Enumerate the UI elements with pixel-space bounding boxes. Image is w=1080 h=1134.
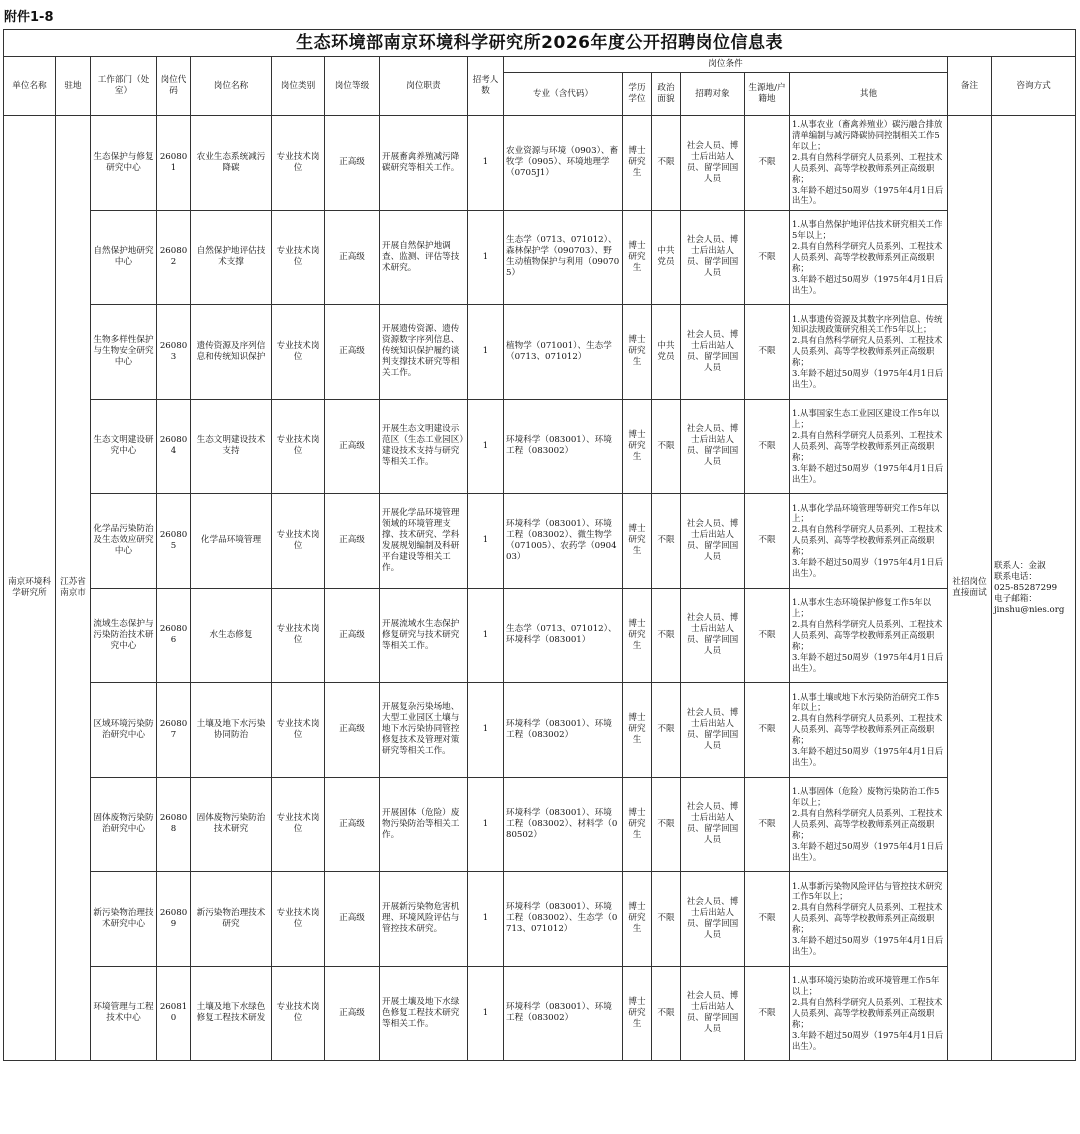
level-cell: 正高级 [325,210,380,305]
level-cell: 正高级 [325,305,380,400]
degree-cell: 博士研究生 [623,683,652,778]
degree-cell: 博士研究生 [623,305,652,400]
duty-cell: 开展畜禽养殖减污降碳研究等相关工作。 [380,116,468,211]
post-cell: 生态文明建设技术支持 [191,399,272,494]
major-cell: 环境科学（083001）、环境工程（083002） [504,683,623,778]
category-cell: 专业技术岗位 [272,210,325,305]
table-row [4,305,1076,400]
table-row [4,683,1076,778]
duty-cell: 开展化学品环境管理领域的环境管理支撑、技术研究、学科发展规划编制及科研平台建设等相关工作。 [380,494,468,589]
category-cell: 专业技术岗位 [272,494,325,589]
level-cell: 正高级 [325,777,380,872]
major-cell: 环境科学（083001）、环境工程（083002）、生态学（0713、071012） [504,872,623,967]
code-cell: 260802 [157,210,191,305]
header-post: 岗位名称 [191,57,272,116]
header-location: 驻地 [56,57,91,116]
code-cell: 260801 [157,116,191,211]
count-cell: 1 [468,210,504,305]
dept-cell: 新污染物治理技术研究中心 [91,872,157,967]
other-cell: 1.从事水生态环境保护修复工作5年以上； 2.具有自然科学研究人员系列、工程技术人员系列、高等学校教师系列正高级职称； 3.年龄不超过50周岁（1975年4月1日后出生）。 [790,588,948,683]
code-cell: 260803 [157,305,191,400]
level-cell: 正高级 [325,872,380,967]
political-cell: 中共党员 [652,210,681,305]
target-cell: 社会人员、博士后出站人员、留学回国人员 [681,588,745,683]
level-cell: 正高级 [325,588,380,683]
table-row [4,210,1076,305]
major-cell: 环境科学（083001）、环境工程（083002） [504,966,623,1061]
level-cell: 正高级 [325,966,380,1061]
code-cell: 260807 [157,683,191,778]
header-other: 其他 [790,73,948,116]
header-duty: 岗位职责 [380,57,468,116]
target-cell: 社会人员、博士后出站人员、留学回国人员 [681,872,745,967]
contact-cell [992,116,1076,1061]
header-political: 政治面貌 [652,73,681,116]
other-cell: 1.从事固体（危险）废物污染防治工作5年以上； 2.具有自然科学研究人员系列、工程技术人员系列、高等学校教师系列正高级职称； 3.年龄不超过50周岁（1975年4月1日后出生）。 [790,777,948,872]
political-cell: 不限 [652,872,681,967]
political-cell: 不限 [652,966,681,1061]
post-cell: 农业生态系统减污降碳 [191,116,272,211]
origin-cell: 不限 [745,305,790,400]
count-cell: 1 [468,777,504,872]
degree-cell: 博士研究生 [623,872,652,967]
origin-cell: 不限 [745,494,790,589]
count-cell: 1 [468,588,504,683]
header-count: 招考人数 [468,57,504,116]
level-cell: 正高级 [325,116,380,211]
dept-cell: 环境管理与工程技术中心 [91,966,157,1061]
code-cell: 260805 [157,494,191,589]
post-cell: 遗传资源及序列信息和传统知识保护 [191,305,272,400]
major-cell: 生态学（0713、071012）、环境科学（083001） [504,588,623,683]
code-cell: 260809 [157,872,191,967]
target-cell: 社会人员、博士后出站人员、留学回国人员 [681,683,745,778]
level-cell: 正高级 [325,494,380,589]
count-cell: 1 [468,966,504,1061]
political-cell: 不限 [652,116,681,211]
degree-cell: 博士研究生 [623,210,652,305]
political-cell: 不限 [652,399,681,494]
header-degree: 学历学位 [623,73,652,116]
contact-person: 联系人：金淑 [994,560,1046,571]
other-cell: 1.从事新污染物风险评估与管控技术研究工作5年以上； 2.具有自然科学研究人员系列、工程技术人员系列、高等学校教师系列正高级职称； 3.年龄不超过50周岁（1975年4月1日后出生）。 [790,872,948,967]
origin-cell: 不限 [745,872,790,967]
header-code: 岗位代码 [157,57,191,116]
dept-cell: 区域环境污染防治研究中心 [91,683,157,778]
category-cell: 专业技术岗位 [272,588,325,683]
other-cell: 1.从事自然保护地评估技术研究相关工作5年以上； 2.具有自然科学研究人员系列、工程技术人员系列、高等学校教师系列正高级职称； 3.年龄不超过50周岁（1975年4月1日后出生）。 [790,210,948,305]
degree-cell: 博士研究生 [623,777,652,872]
origin-cell: 不限 [745,588,790,683]
header-unit: 单位名称 [4,57,56,116]
post-cell: 新污染物治理技术研究 [191,872,272,967]
degree-cell: 博士研究生 [623,399,652,494]
header-remark: 备注 [948,57,992,116]
post-cell: 自然保护地评估技术支撑 [191,210,272,305]
header-level: 岗位等级 [325,57,380,116]
dept-cell: 生物多样性保护与生物安全研究中心 [91,305,157,400]
category-cell: 专业技术岗位 [272,305,325,400]
political-cell: 中共党员 [652,305,681,400]
dept-cell: 流域生态保护与污染防治技术研究中心 [91,588,157,683]
major-cell: 环境科学（083001）、环境工程（083002）、微生物学（071005）、农药学（090403） [504,494,623,589]
dept-cell: 固体废物污染防治研究中心 [91,777,157,872]
duty-cell: 开展复杂污染场地、大型工业园区土壤与地下水污染协同管控修复技术及管理对策研究等相关工作。 [380,683,468,778]
target-cell: 社会人员、博士后出站人员、留学回国人员 [681,210,745,305]
header-conditions: 岗位条件 [504,57,948,73]
header-origin: 生源地/户籍地 [745,73,790,116]
dept-cell: 生态保护与修复研究中心 [91,116,157,211]
duty-cell: 开展自然保护地调查、监测、评估等技术研究。 [380,210,468,305]
major-cell: 环境科学（083001）、环境工程（083002）、材料学（080502） [504,777,623,872]
target-cell: 社会人员、博士后出站人员、留学回国人员 [681,399,745,494]
duty-cell: 开展固体（危险）废物污染防治等相关工作。 [380,777,468,872]
political-cell: 不限 [652,777,681,872]
count-cell: 1 [468,494,504,589]
code-cell: 260804 [157,399,191,494]
origin-cell: 不限 [745,399,790,494]
header-contact: 咨询方式 [992,57,1076,116]
degree-cell: 博士研究生 [623,588,652,683]
contact-phone-label: 联系电话： [994,571,1037,582]
table-row [4,872,1076,967]
degree-cell: 博士研究生 [623,116,652,211]
major-cell: 环境科学（083001）、环境工程（083002） [504,399,623,494]
count-cell: 1 [468,683,504,778]
location-cell: 江苏省南京市 [56,116,91,1061]
degree-cell: 博士研究生 [623,494,652,589]
table-row [4,494,1076,589]
category-cell: 专业技术岗位 [272,872,325,967]
duty-cell: 开展新污染物危害机理、环境风险评估与管控技术研究。 [380,872,468,967]
dept-cell: 自然保护地研究中心 [91,210,157,305]
degree-cell: 博士研究生 [623,966,652,1061]
post-cell: 土壤及地下水污染协同防治 [191,683,272,778]
origin-cell: 不限 [745,966,790,1061]
other-cell: 1.从事化学品环境管理等研究工作5年以上； 2.具有自然科学研究人员系列、工程技术人员系列、高等学校教师系列正高级职称； 3.年龄不超过50周岁（1975年4月1日后出生）。 [790,494,948,589]
table-row [4,588,1076,683]
count-cell: 1 [468,116,504,211]
contact-email[interactable]: jinshu@nies.org [994,604,1065,615]
other-cell: 1.从事农业（畜禽养殖业）碳污融合排放清单编制与减污降碳协同控制相关工作5年以上； 2.具有自然科学研究人员系列、工程技术人员系列、高等学校教师系列正高级职称； 3.年龄不超过50周岁（1975年4月1日后出生）。 [790,116,948,211]
other-cell: 1.从事土壤或地下水污染防治研究工作5年以上； 2.具有自然科学研究人员系列、工程技术人员系列、高等学校教师系列正高级职称； 3.年龄不超过50周岁（1975年4月1日后出生）。 [790,683,948,778]
origin-cell: 不限 [745,683,790,778]
political-cell: 不限 [652,494,681,589]
major-cell: 植物学（071001）、生态学（0713、071012） [504,305,623,400]
category-cell: 专业技术岗位 [272,116,325,211]
table-row [4,777,1076,872]
origin-cell: 不限 [745,210,790,305]
other-cell: 1.从事国家生态工业园区建设工作5年以上； 2.具有自然科学研究人员系列、工程技术人员系列、高等学校教师系列正高级职称； 3.年龄不超过50周岁（1975年4月1日后出生）。 [790,399,948,494]
unit-cell: 南京环境科学研究所 [4,116,56,1061]
origin-cell: 不限 [745,777,790,872]
post-cell: 水生态修复 [191,588,272,683]
category-cell: 专业技术岗位 [272,399,325,494]
header-major: 专业（含代码） [504,73,623,116]
major-cell: 农业资源与环境（0903）、畜牧学（0905）、环境地理学（0705J1） [504,116,623,211]
code-cell: 260806 [157,588,191,683]
level-cell: 正高级 [325,683,380,778]
count-cell: 1 [468,872,504,967]
post-cell: 土壤及地下水绿色修复工程技术研发 [191,966,272,1061]
table-row [4,966,1076,1061]
target-cell: 社会人员、博士后出站人员、留学回国人员 [681,777,745,872]
annex-label: 附件1-8 [4,10,54,25]
political-cell: 不限 [652,683,681,778]
political-cell: 不限 [652,588,681,683]
other-cell: 1.从事环境污染防治或环境管理工作5年以上； 2.具有自然科学研究人员系列、工程技术人员系列、高等学校教师系列正高级职称； 3.年龄不超过50周岁（1975年4月1日后出生）。 [790,966,948,1061]
code-cell: 260808 [157,777,191,872]
count-cell: 1 [468,399,504,494]
table-row [4,116,1076,211]
duty-cell: 开展生态文明建设示范区（生态工业园区）建设技术支持与研究等相关工作。 [380,399,468,494]
header-category: 岗位类别 [272,57,325,116]
category-cell: 专业技术岗位 [272,683,325,778]
recruitment-table [3,29,1076,1061]
target-cell: 社会人员、博士后出站人员、留学回国人员 [681,966,745,1061]
other-cell: 1.从事遗传资源及其数字序列信息、传统知识法规政策研究相关工作5年以上； 2.具有自然科学研究人员系列、工程技术人员系列、高等学校教师系列正高级职称； 3.年龄不超过50周岁（1975年4月1日后出生）。 [790,305,948,400]
target-cell: 社会人员、博士后出站人员、留学回国人员 [681,494,745,589]
duty-cell: 开展遗传资源、遗传资源数字序列信息、传统知识保护履约谈判支撑技术研究等相关工作。 [380,305,468,400]
table-row [4,399,1076,494]
code-cell: 260810 [157,966,191,1061]
dept-cell: 生态文明建设研究中心 [91,399,157,494]
duty-cell: 开展土壤及地下水绿色修复工程技术研究等相关工作。 [380,966,468,1061]
duty-cell: 开展流域水生态保护修复研究与技术研究等相关工作。 [380,588,468,683]
header-dept: 工作部门（处室） [91,57,157,116]
table-title: 生态环境部南京环境科学研究所2026年度公开招聘岗位信息表 [4,30,1076,57]
post-cell: 化学品环境管理 [191,494,272,589]
origin-cell: 不限 [745,116,790,211]
target-cell: 社会人员、博士后出站人员、留学回国人员 [681,116,745,211]
header-target: 招聘对象 [681,73,745,116]
level-cell: 正高级 [325,399,380,494]
category-cell: 专业技术岗位 [272,966,325,1061]
target-cell: 社会人员、博士后出站人员、留学回国人员 [681,305,745,400]
major-cell: 生态学（0713、071012）、森林保护学（090703）、野生动植物保护与利用（090705） [504,210,623,305]
post-cell: 固体废物污染防治技术研究 [191,777,272,872]
remark-cell: 社招岗位直接面试 [948,116,992,1061]
contact-email-label: 电子邮箱： [994,593,1037,604]
dept-cell: 化学品污染防治及生态效应研究中心 [91,494,157,589]
count-cell: 1 [468,305,504,400]
category-cell: 专业技术岗位 [272,777,325,872]
contact-phone: 025-85287299 [994,582,1058,593]
